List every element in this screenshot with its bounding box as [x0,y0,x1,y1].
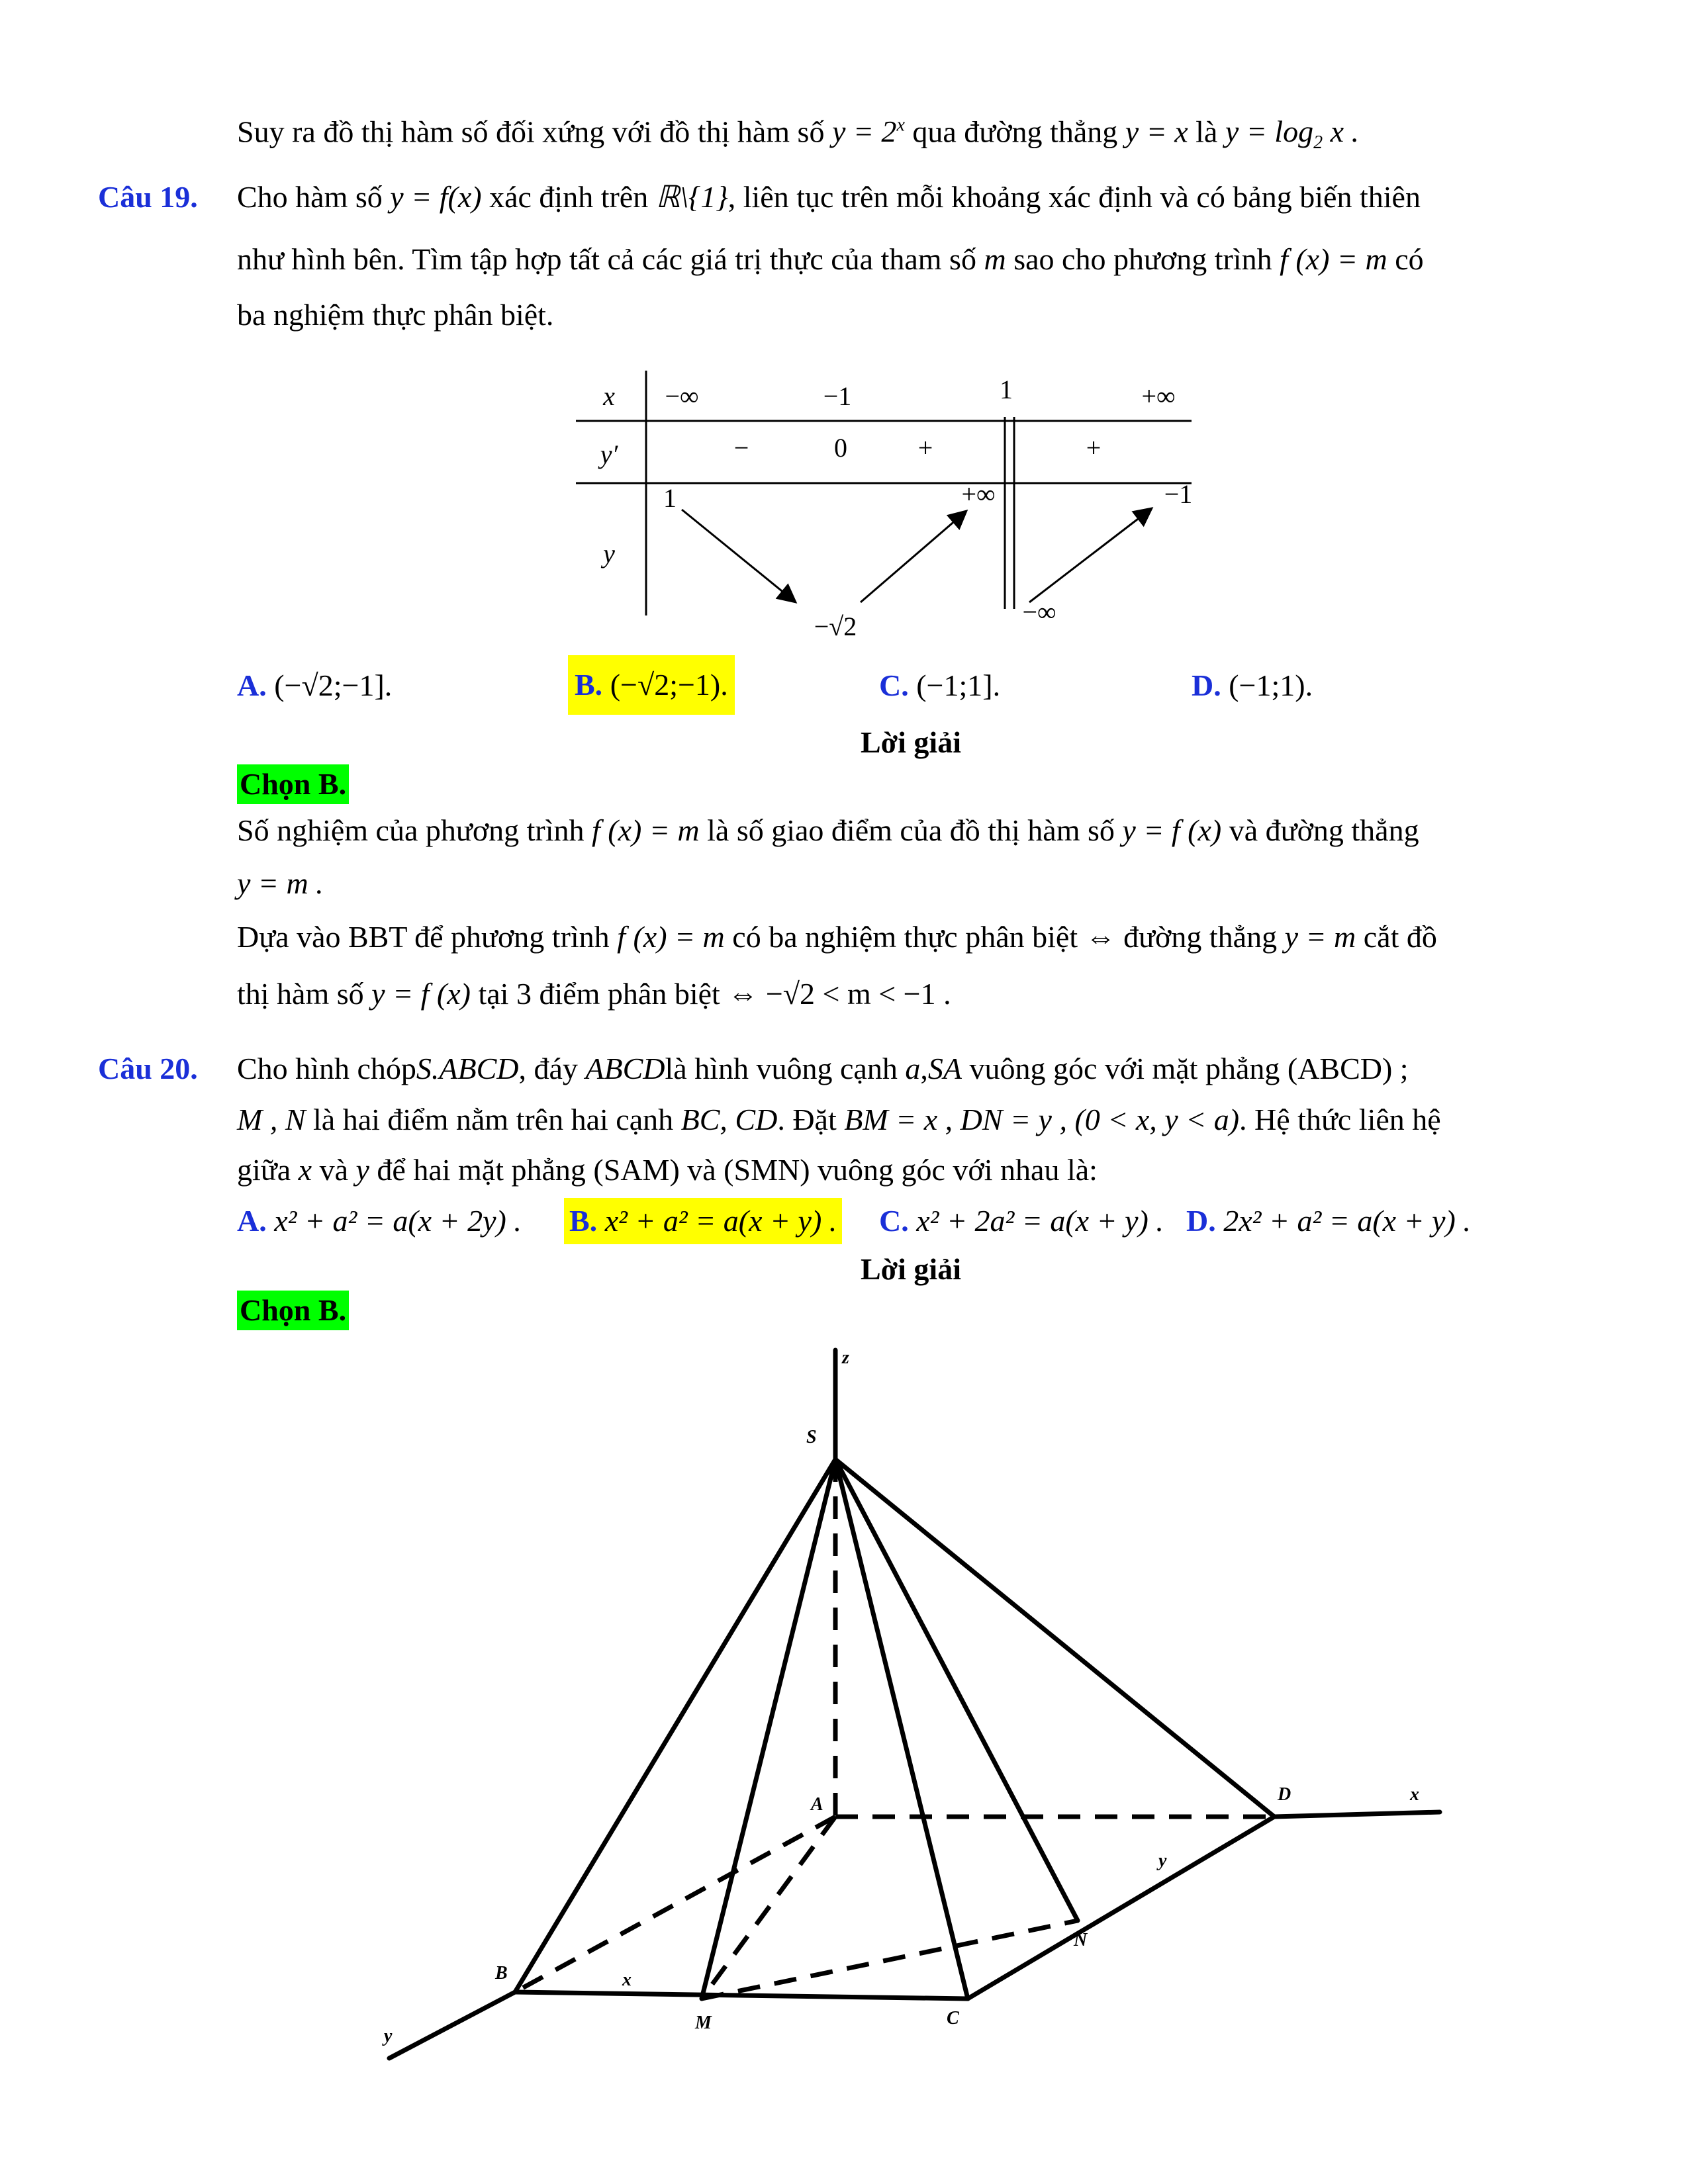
q20-line-1: Cho hình chópS.ABCD, đáy ABCDlà hình vuông cạnh a,SA vuông góc với mặt phẳng (ABCD) ; [237,1052,1409,1085]
q19-number: Câu 19. [98,180,198,214]
edge-AB-2 [515,1817,835,1992]
edge-SM [702,1459,835,1999]
label-y-axis: y [384,2026,393,2046]
intro-math-3: $y = \log_2 x$ . [1225,114,1359,154]
q19-sol-line-1: Số nghiệm của phương trình f (x) = m là số giao điểm của đồ thị hàm số y = f (x) và đường thẳng [237,813,1419,847]
label-B: B [495,1963,508,1983]
q19-line-2: như hình bên. Tìm tập hợp tất cả các giá trị thực của tham số m sao cho phương trình f (x) = m có [237,242,1424,276]
q20-option-a: A. x² + a² = a(x + 2y) . [237,1204,522,1238]
q19-sol-line-2: y = m . [237,866,324,900]
q20-solution-title: Lời giải [861,1252,961,1286]
q19-option-c: C. (−1;1]. [879,668,1001,702]
table-label-y: y [603,539,615,569]
edge-SB [515,1459,835,1992]
table-y-4: −1 [1164,479,1193,509]
table-y-3: −∞ [1022,597,1056,627]
q19-line-3: ba nghiệm thực phân biệt. [237,298,554,332]
q19-sol-line-4: thị hàm số y = f (x) tại 3 điểm phân biệt ⇔ −√2 < m < −1 . [237,977,951,1011]
table-yp-3: + [1086,433,1102,463]
q20-line-3: giữa x và y để hai mặt phẳng (SAM) và (SMN) vuông góc với nhau là: [237,1153,1098,1187]
edge-MN [702,1921,1078,1999]
q20-number: Câu 20. [98,1052,198,1085]
table-x-2: 1 [1000,375,1013,404]
intro-math-2: y = x [1125,114,1188,149]
label-D: D [1278,1784,1291,1805]
table-yp-1: 0 [834,433,847,463]
q19-line-1: Cho hàm số y = f(x) xác định trên ℝ\{1}, liên tục trên mỗi khoảng xác định và có bảng biến thiên [237,180,1421,214]
table-y-1: −√2 [814,612,857,641]
edge-SN [835,1459,1078,1921]
table-label-yprime: y′ [600,439,618,469]
table-x-1: −1 [823,381,852,411]
label-S: S [806,1427,817,1447]
q19-option-a: A. (−√2;−1]. [237,668,393,702]
intro-line: Suy ra đồ thị hàm số đối xứng với đồ thị hàm số $y = 2^x$ qua đường thẳng y = x là $y = \log_2 x$ . [237,114,1359,154]
table-x-3: +∞ [1141,381,1176,411]
table-yp-0: − [733,433,749,463]
label-N: N [1074,1930,1088,1950]
intro-math-1: $y = 2^x$ [831,114,905,149]
label-x-seg: x [622,1970,632,1990]
edge-SD [835,1459,1274,1817]
edge-SC [835,1459,968,1999]
label-y-seg: y [1158,1850,1167,1871]
table-y-2: +∞ [961,479,996,509]
q20-line-2: M , N là hai điểm nằm trên hai cạnh BC, CD. Đặt BM = x , DN = y , (0 < x, y < a). Hệ thức liên hệ [237,1103,1441,1136]
edge-CD [968,1817,1274,1999]
edge-AM [702,1817,835,1999]
table-x-0: −∞ [665,381,699,411]
q19-solution-title: Lời giải [861,725,961,759]
label-z: z [842,1347,849,1368]
q19-option-d: D. (−1;1). [1192,668,1313,702]
table-label-x: x [603,381,615,411]
q19-option-b: B. (−√2;−1). [568,655,735,715]
q20-option-c: C. x² + 2a² = a(x + y) . [879,1204,1164,1238]
label-x-axis: x [1410,1784,1419,1805]
edge-BC [515,1992,968,1999]
label-C: C [947,2008,959,2028]
q20-chosen: Chọn B. [237,1291,349,1330]
label-A: A [811,1794,823,1815]
q20-option-b: B. x² + a² = a(x + y) . [564,1198,842,1244]
y-axis [389,1992,515,2058]
table-y-0: 1 [663,483,677,513]
x-axis [1274,1812,1440,1817]
q19-chosen: Chọn B. [237,764,349,804]
intro-text: Suy ra đồ thị hàm số đối xứng với đồ thị hàm số [237,114,825,149]
q20-option-d: D. 2x² + a² = a(x + y) . [1186,1204,1471,1238]
label-M: M [695,2013,712,2033]
q19-sol-line-3: Dựa vào BBT để phương trình f (x) = m có ba nghiệm thực phân biệt ⇔ đường thẳng y = m cắt đồ [237,920,1437,954]
table-yp-2: + [917,433,933,463]
